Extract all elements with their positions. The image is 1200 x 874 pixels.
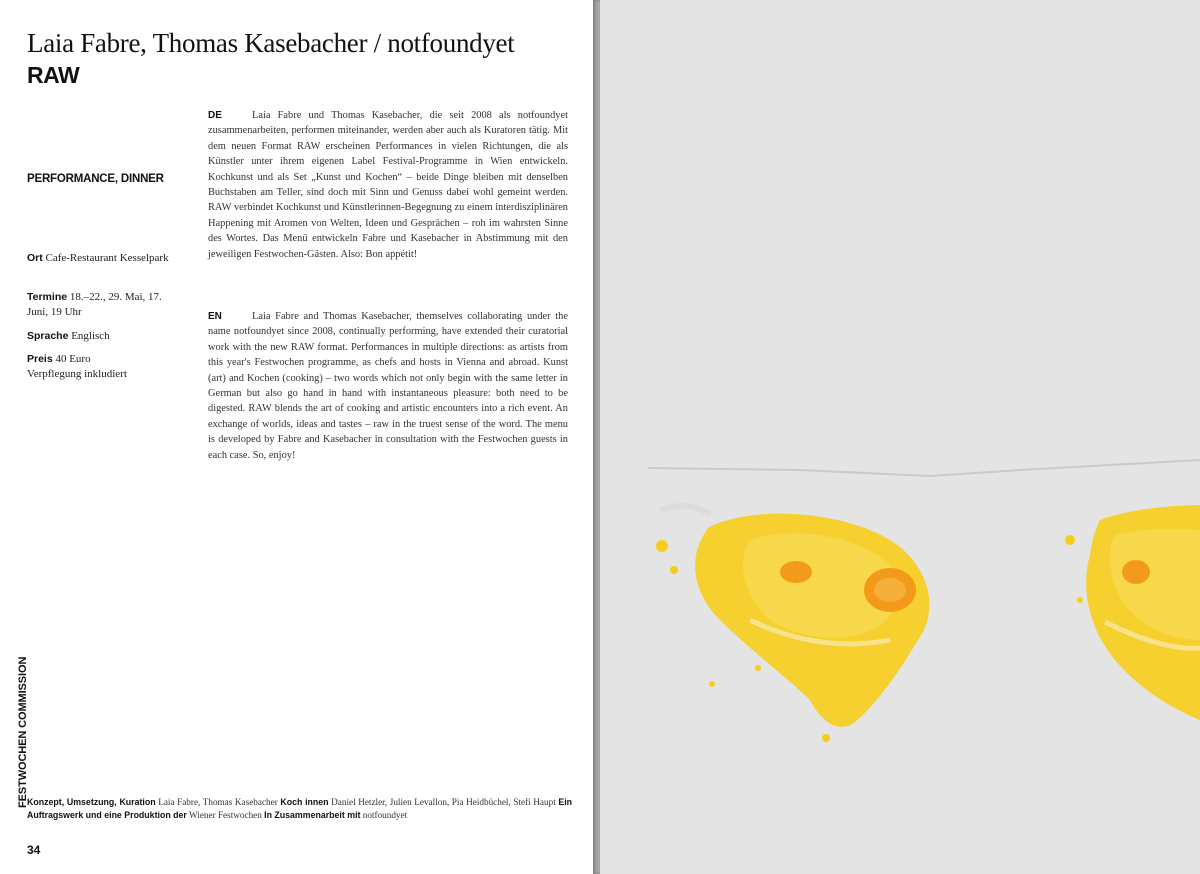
artists-heading: Laia Fabre, Thomas Kasebacher / notfoundyet — [27, 28, 515, 58]
page-number: 34 — [27, 843, 41, 857]
credit-label-concept: Konzept, Umsetzung, Kuration — [27, 797, 156, 807]
language-label: Sprache — [27, 330, 69, 342]
credit-label-cooks: Koch innen — [280, 797, 329, 807]
location-label: Ort — [27, 252, 43, 264]
info-language — [27, 329, 177, 344]
credit-value-concept: Laia Fabre, Thomas Kasebacher — [158, 797, 278, 807]
location-value: Cafe-Restaurant Kesselpark — [45, 252, 169, 264]
price-value: 40 Euro — [55, 353, 91, 365]
lang-label-de: DE — [208, 110, 222, 121]
price-label: Preis — [27, 353, 53, 365]
language-value: Englisch — [71, 330, 110, 342]
dates-value: 18.–22., 29. Mai, 17. Juni, 19 Uhr — [27, 291, 162, 318]
body-text-de — [208, 108, 568, 262]
credit-value-collaboration: notfoundyet — [362, 810, 408, 820]
genre-label: PERFORMANCE, DINNER — [27, 173, 164, 185]
egg-yolks-photo — [600, 0, 1200, 874]
event-title: RAW — [27, 62, 80, 88]
credit-value-cooks: Daniel Hetzler, Julien Levallon, Pia Heidbüchel, Stefi Haupt — [331, 797, 556, 807]
price-note: Verpflegung inkludiert — [27, 368, 127, 380]
right-page-photo — [600, 0, 1200, 874]
lang-label-en: EN — [208, 311, 222, 322]
body-de: Laia Fabre und Thomas Kasebacher, die seit 2008 als notfoundyet zusammenarbeiten, performen miteinander, werden aber auch als Kuratoren tätig. Mit dem neuen Format RAW erscheinen Performances in vielen Richtungen, die als Künstler unter ihrem eigenen Label Festival-Programme in Wien entwickeln. Kochkunst und als Set „Kunst und Kochen“ – beide Dinge bleiben mit denselben Buchstaben am Teller, sind doch mit Sinn und Genuss dabei wohl gemeint werden. RAW verbindet Kochkunst und Künstlerinnen-Begegnung zu einem interdisziplinären Happening mit Aromen von Welten, Ideen und Gesprächen – roh im wahrsten Sinne des Wortes. Das Menü entwickeln Fabre und Kasebacher in Abstimmung mit den jeweiligen Festwochen-Gästen. Also: Bon appétit! — [208, 110, 568, 260]
credit-label-commission: Ein Auftragswerk und eine Produktion der — [27, 797, 573, 820]
credits — [27, 796, 572, 822]
credit-label-collaboration: In Zusammenarbeit mit — [264, 810, 361, 820]
photo-background — [600, 0, 1200, 874]
credit-value-commission: Wiener Festwochen — [188, 810, 262, 820]
info-location — [27, 251, 177, 266]
left-page — [0, 0, 593, 874]
book-gutter — [593, 0, 600, 874]
body-text-en — [208, 309, 568, 463]
commission-vertical-label: FESTWOCHEN COMMISSION — [17, 656, 29, 808]
info-dates — [27, 290, 177, 320]
body-en: Laia Fabre and Thomas Kasebacher, themselves collaborating under the name notfoundyet since 2008, continually performing, have extended their curatorial work with the new RAW format. Performances in multiple directions: as artists from this year's Festwochen programme, as chefs and hosts in Vienna and abroad. Kunst (art) and Kochen (cooking) – two words which not only begin with the same letter in German but also go hand in hand with instantaneous pleasure: both need to be digested. RAW blends the art of cooking and artistic encounters into a rich event. An exchange of worlds, ideas and tastes – raw in the truest sense of the word. The menu is developed by Fabre and Kasebacher in consultation with the Festwochen guests in each case. So, enjoy! — [208, 311, 568, 461]
dates-label: Termine — [27, 291, 68, 303]
info-price — [27, 352, 177, 382]
